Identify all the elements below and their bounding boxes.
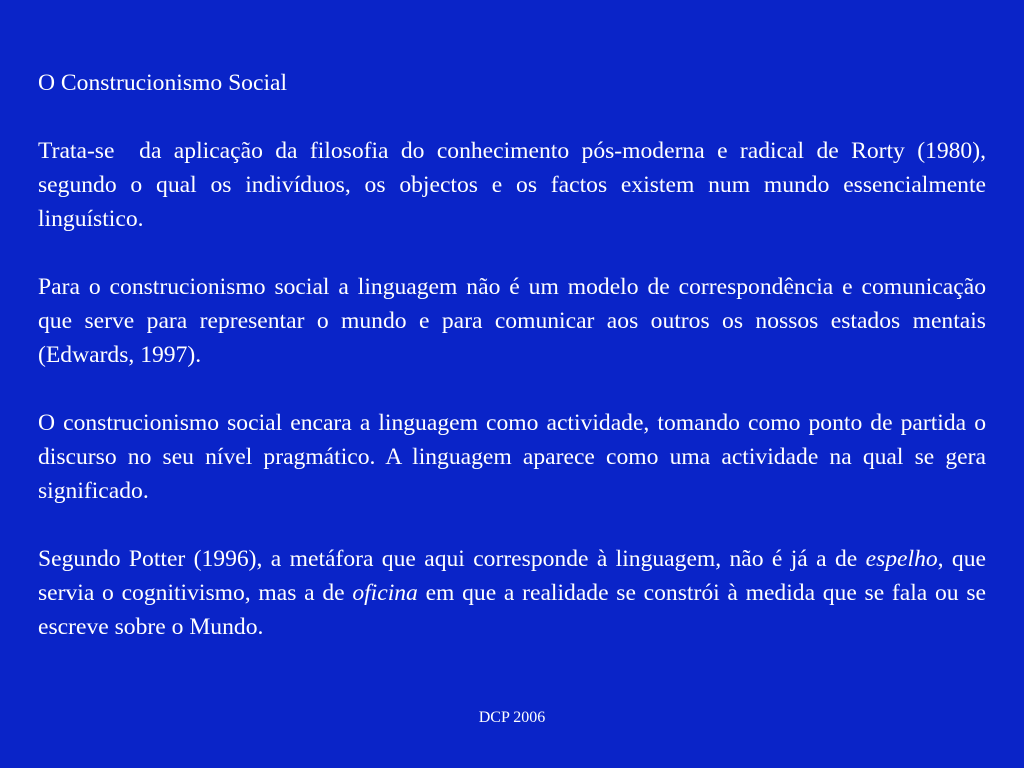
paragraph-4 — [38, 542, 986, 644]
footer-label: DCP 2006 — [478, 709, 546, 726]
slide-body — [38, 66, 986, 678]
paragraph-4-part-1: Segundo Potter (1996), a metáfora que aqui corresponde à linguagem, não é já a de — [38, 546, 866, 572]
slide-title: O Construcionismo Social — [38, 70, 288, 96]
paragraph-2: Para o construcionismo social a linguagem não é um modelo de correspondência e comunicação que serve para representar o mundo e para comunicar aos outros os nossos estados mentais (Edwards, 1997). — [38, 274, 986, 368]
paragraph-1: Trata-se da aplicação da filosofia do conhecimento pós-moderna e radical de Rorty (1980), segundo o qual os indivíduos, os objectos e os factos existem num mundo essencialmente linguístico. — [38, 138, 986, 232]
term-oficina: oficina — [352, 580, 418, 606]
paragraph-3: O construcionismo social encara a linguagem como actividade, tomando como ponto de partida o discurso no seu nível pragmático. A linguagem aparece como uma actividade na qual se gera significado. — [38, 410, 986, 504]
paragraph-4-part-3: em que a realidade se constrói à medida que se fala ou se escreve sobre o Mundo. — [38, 580, 986, 640]
paragraph-4-part-2: , que servia o cognitivismo, mas a de — [38, 546, 986, 606]
term-espelho: espelho — [865, 546, 938, 572]
